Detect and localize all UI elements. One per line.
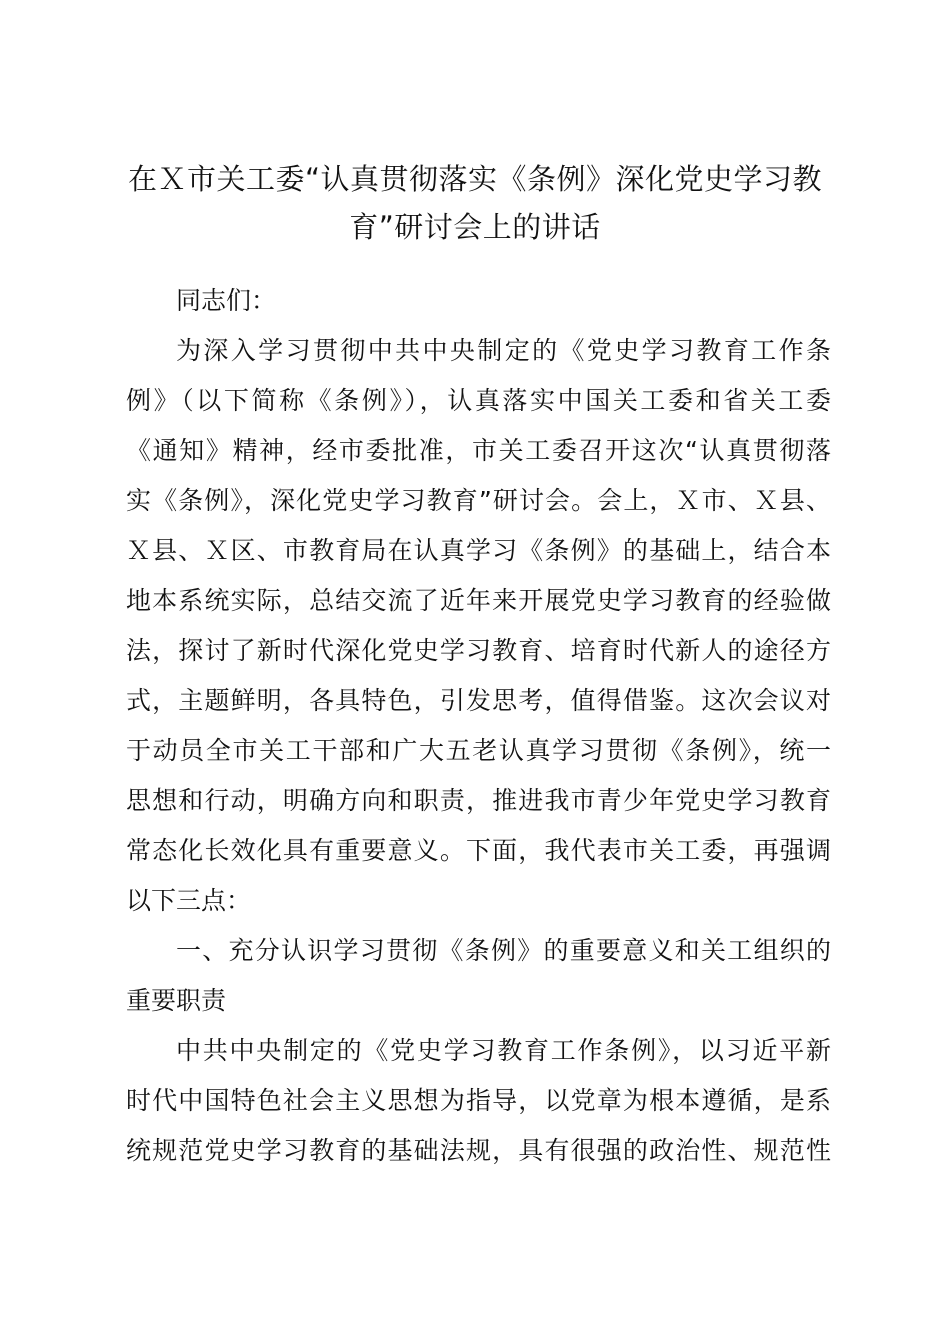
- salutation: 同志们：: [176, 286, 277, 315]
- paragraph-line: Ｘ县、Ｘ区、市教育局在认真学习《条例》的基础上，结合本: [126, 536, 831, 565]
- paragraph-line: 时代中国特色社会主义思想为指导，以党章为根本遵循，是系: [126, 1086, 831, 1115]
- section-heading-1: [126, 926, 831, 1026]
- paragraph-line: 《通知》精神，经市委批准，市关工委召开这次“认真贯彻落: [126, 436, 831, 465]
- paragraph-line: 于动员全市关工干部和广大五老认真学习贯彻《条例》，统一: [126, 736, 831, 765]
- paragraph-line: 例》（以下简称《条例》），认真落实中国关工委和省关工委: [126, 386, 831, 415]
- paragraph-line: 为深入学习贯彻中共中央制定的《党史学习教育工作条: [176, 336, 831, 365]
- heading-line: 一、充分认识学习贯彻《条例》的重要意义和关工组织的: [176, 936, 831, 965]
- heading-line: 重要职责: [126, 986, 227, 1015]
- paragraph-line: 中共中央制定的《党史学习教育工作条例》，以习近平新: [176, 1036, 831, 1065]
- paragraph-line: 常态化长效化具有重要意义。下面，我代表市关工委，再强调: [126, 836, 831, 865]
- paragraph-1: [126, 326, 831, 926]
- paragraph-line: 实《条例》，深化党史学习教育”研讨会。会上，Ｘ市、Ｘ县、: [126, 486, 831, 515]
- paragraph-line: 统规范党史学习教育的基础法规，具有很强的政治性、规范性: [126, 1136, 831, 1165]
- paragraph-line: 式，主题鲜明，各具特色，引发思考，值得借鉴。这次会议对: [126, 686, 831, 715]
- paragraph-2: [126, 1026, 831, 1176]
- title-line-1: 在Ｘ市关工委“认真贯彻落实《条例》深化党史学习教: [127, 162, 823, 196]
- paragraph-line: 地本系统实际，总结交流了近年来开展党史学习教育的经验做: [126, 586, 831, 615]
- paragraph-line: 以下三点：: [126, 886, 252, 915]
- document-body: [126, 276, 831, 1176]
- paragraph-line: 思想和行动，明确方向和职责，推进我市青少年党史学习教育: [126, 786, 831, 815]
- title-line-2: 育”研讨会上的讲话: [349, 210, 601, 244]
- paragraph-line: 法，探讨了新时代深化党史学习教育、培育时代新人的途径方: [126, 636, 831, 665]
- page-title: [100, 155, 850, 251]
